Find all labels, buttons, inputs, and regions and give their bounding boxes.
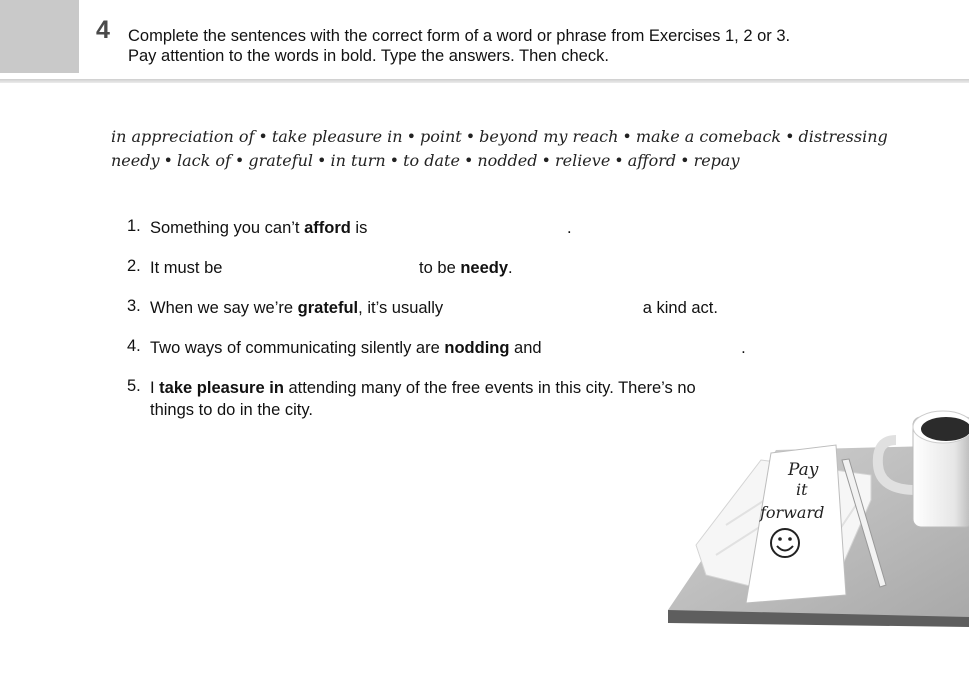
answer-input-4[interactable] xyxy=(546,339,741,359)
word-bank-item: in turn xyxy=(330,151,386,170)
question-text-part: is xyxy=(350,219,368,237)
question-text-part: attending many of the free events in this city. There’s no xyxy=(283,379,696,397)
answer-input-2[interactable] xyxy=(227,259,419,279)
word-bank-item: afford xyxy=(627,151,677,170)
bold-keyword: afford xyxy=(304,219,351,237)
bold-keyword: grateful xyxy=(297,299,359,317)
question-text xyxy=(150,377,750,421)
question-text-part: and xyxy=(509,339,542,357)
bold-keyword: take pleasure in xyxy=(159,379,284,397)
note-text-forward: forward xyxy=(760,503,825,522)
question-list xyxy=(127,217,747,447)
question-text-part: to be xyxy=(419,259,461,277)
question-text xyxy=(150,217,572,239)
answer-input-5[interactable] xyxy=(696,379,706,399)
word-bank-item: grateful xyxy=(248,151,314,170)
pay-it-forward-illustration xyxy=(666,405,969,627)
note-text-it: it xyxy=(796,480,808,499)
word-bank-item: relieve xyxy=(554,151,611,170)
word-bank-item: to date xyxy=(403,151,460,170)
question-text-part: things to do in the city. xyxy=(150,401,313,419)
word-bank-item: repay xyxy=(693,151,740,170)
question-text-part: Two ways of communicating silently are xyxy=(150,339,445,357)
question-number: 5. xyxy=(127,377,141,395)
question-5 xyxy=(127,377,747,447)
bullet-separator: • xyxy=(622,127,632,146)
question-4 xyxy=(127,337,747,377)
question-text-part: When we say we’re xyxy=(150,299,298,317)
word-bank-item: point xyxy=(420,127,462,146)
header-corner-box xyxy=(0,0,79,73)
question-number: 1. xyxy=(127,217,141,235)
word-bank xyxy=(111,125,911,173)
question-text-part: . xyxy=(508,259,513,277)
word-bank-line-1 xyxy=(111,125,911,149)
bold-keyword: needy xyxy=(460,259,509,277)
question-text-part: , it’s usually xyxy=(358,299,444,317)
question-number: 2. xyxy=(127,257,141,275)
bullet-separator: • xyxy=(163,151,173,170)
bullet-separator: • xyxy=(389,151,400,170)
word-bank-item: nodded xyxy=(477,151,538,170)
bullet-separator: • xyxy=(258,127,268,146)
header-divider xyxy=(0,79,969,83)
question-number: 3. xyxy=(127,297,141,315)
bullet-separator: • xyxy=(406,127,416,146)
word-bank-item: take pleasure in xyxy=(271,127,403,146)
bullet-separator: • xyxy=(680,151,690,170)
exercise-instructions xyxy=(128,26,948,66)
question-text xyxy=(150,297,718,319)
word-bank-item: in appreciation of xyxy=(111,127,255,146)
word-bank-line-2 xyxy=(111,149,911,173)
exercise-number: 4 xyxy=(96,16,110,44)
answer-input-3[interactable] xyxy=(448,299,643,319)
word-bank-item: distressing xyxy=(798,127,888,146)
instruction-line-1: Complete the sentences with the correct form of a word or phrase from Exercises 1, 2 or 3. xyxy=(128,27,791,45)
bullet-separator: • xyxy=(463,151,474,170)
question-text-part: I xyxy=(150,379,160,397)
instruction-line-2: Pay attention to the words in bold. Type the answers. Then check. xyxy=(128,47,609,65)
word-bank-item: make a comeback xyxy=(635,127,782,146)
question-text xyxy=(150,337,746,359)
question-number: 4. xyxy=(127,337,141,355)
question-1 xyxy=(127,217,747,257)
bullet-separator: • xyxy=(614,151,624,170)
word-bank-item: beyond my reach xyxy=(479,127,619,146)
question-3 xyxy=(127,297,747,337)
word-bank-item: needy xyxy=(111,151,160,170)
bullet-separator: • xyxy=(785,127,795,146)
question-text-part: a kind act. xyxy=(642,299,718,317)
bullet-separator: • xyxy=(541,151,551,170)
bullet-separator: • xyxy=(317,151,327,170)
bullet-separator: • xyxy=(465,127,476,146)
question-text-part: . xyxy=(566,219,572,237)
question-text-part: Something you can’t xyxy=(150,219,305,237)
question-text-part: It must be xyxy=(150,259,223,277)
bold-keyword: nodding xyxy=(444,339,510,357)
question-text-part: . xyxy=(741,339,746,357)
question-2 xyxy=(127,257,747,297)
question-text xyxy=(150,257,513,279)
answer-input-1[interactable] xyxy=(372,219,567,239)
bullet-separator: • xyxy=(234,151,245,170)
word-bank-item: lack of xyxy=(176,151,231,170)
note-text-pay: Pay xyxy=(788,460,819,480)
coffee xyxy=(921,417,969,441)
